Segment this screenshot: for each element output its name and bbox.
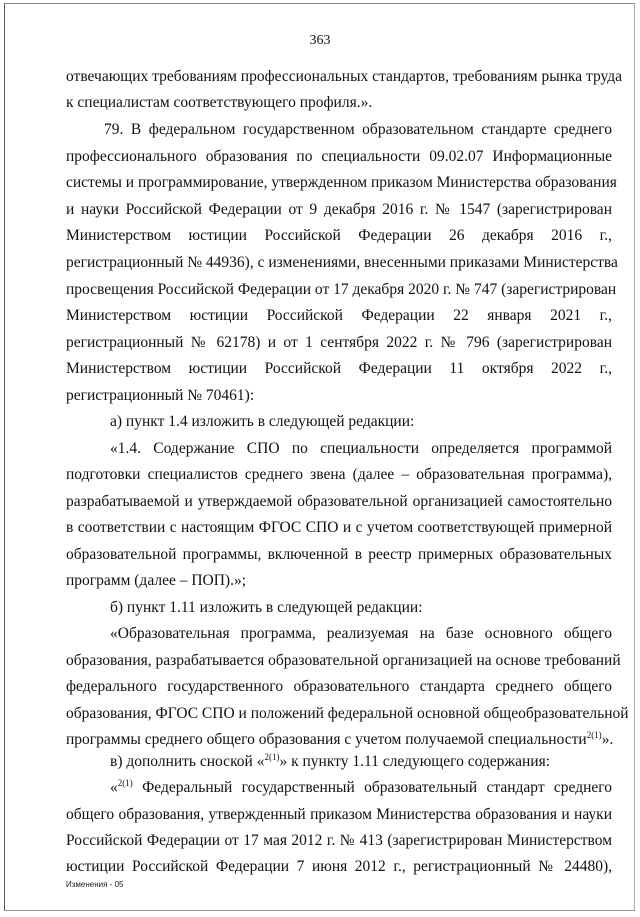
text-line: подготовки специалистов среднего звена (далее – образовательная программа), xyxy=(66,466,612,483)
footnote-mark: 2(1) xyxy=(264,752,280,762)
quote-1-4-start: «1.4. Содержание СПО по специальности определяется программой xyxy=(110,440,612,457)
quote-1-11-start: «Образовательная программа, реализуемая на базе основного общего xyxy=(110,625,612,642)
revision-footer: Изменения - 05 xyxy=(66,880,124,889)
text-line-with-footnote xyxy=(66,730,612,750)
text-line: просвещения Российской Федерации от 17 декабря 2020 г. № 747 (зарегистрирован xyxy=(66,281,617,298)
text-line: Министерством юстиции Российской Федерации 22 января 2021 г., xyxy=(66,307,612,324)
text-line: Министерством юстиции Российской Федерации 26 декабря 2016 г., xyxy=(66,227,612,244)
text-segment: » к пункту 1.11 следующего содержания: xyxy=(279,753,551,770)
text-line: программ (далее – ПОП).»; xyxy=(66,572,247,589)
text-line: образования, ФГОС СПО и положений федеральной основной общеобразовательной xyxy=(66,705,629,722)
text-line: общего образования, утвержденный приказом Министерства образования и науки xyxy=(66,806,612,823)
text-line: регистрационный № 44936), с изменениями, внесенными приказами Министерства xyxy=(66,254,618,271)
text-segment: Федеральный государственный образовательный стандарт среднего xyxy=(132,779,612,796)
text-line: разрабатываемой и утверждаемой образовательной организацией самостоятельно xyxy=(66,493,612,510)
text-line: образования, разрабатывается образовательной организацией на основе требований xyxy=(66,652,621,669)
paragraph-79-start: 79. В федеральном государственном образовательном стандарте среднего xyxy=(104,121,612,138)
quote-close: ». xyxy=(601,731,614,748)
subitem-c xyxy=(110,752,612,772)
text-line: системы и программирование, утвержденном приказом Министерства образования xyxy=(66,174,617,191)
text-line: Министерством юстиции Российской Федерации 11 октября 2022 г., xyxy=(66,360,612,377)
text-line: федерального государственного образовательного стандарта среднего общего xyxy=(66,678,612,695)
subitem-b: б) пункт 1.11 изложить в следующей редакции: xyxy=(110,599,423,616)
text-line: регистрационный № 62178) и от 1 сентября 2022 г. № 796 (зарегистрирован xyxy=(66,334,612,351)
footnote-text-start xyxy=(110,778,612,798)
footnote-mark: 2(1) xyxy=(117,778,133,788)
text-line: Российской Федерации от 17 мая 2012 г. № 413 (зарегистрирован Министерством xyxy=(66,832,612,849)
text-segment: в) дополнить сноской « xyxy=(110,753,265,770)
text-line: в соответствии с настоящим ФГОС СПО и с учетом соответствующей примерной xyxy=(66,519,612,536)
subitem-a: а) пункт 1.4 изложить в следующей редакции: xyxy=(110,413,415,430)
text-line: к специалистам соответствующего профиля.». xyxy=(66,94,373,111)
quote-open: « xyxy=(110,779,118,796)
text-segment: программы среднего общего образования с учетом получаемой специальности xyxy=(66,731,587,748)
text-line: отвечающих требованиям профессиональных стандартов, требованиям рынка труда xyxy=(66,68,623,85)
text-line: юстиции Российской Федерации 7 июня 2012 г., регистрационный № 24480), xyxy=(66,858,612,875)
text-line: регистрационный № 70461): xyxy=(66,387,255,404)
text-line: образовательной программы, включенной в реестр примерных образовательных xyxy=(66,546,612,563)
text-line: профессионального образования по специальности 09.02.07 Информационные xyxy=(66,148,612,165)
text-line: и науки Российской Федерации от 9 декабря 2016 г. № 1547 (зарегистрирован xyxy=(66,201,612,218)
page-number: 363 xyxy=(309,33,331,48)
footnote-mark: 2(1) xyxy=(586,730,602,740)
